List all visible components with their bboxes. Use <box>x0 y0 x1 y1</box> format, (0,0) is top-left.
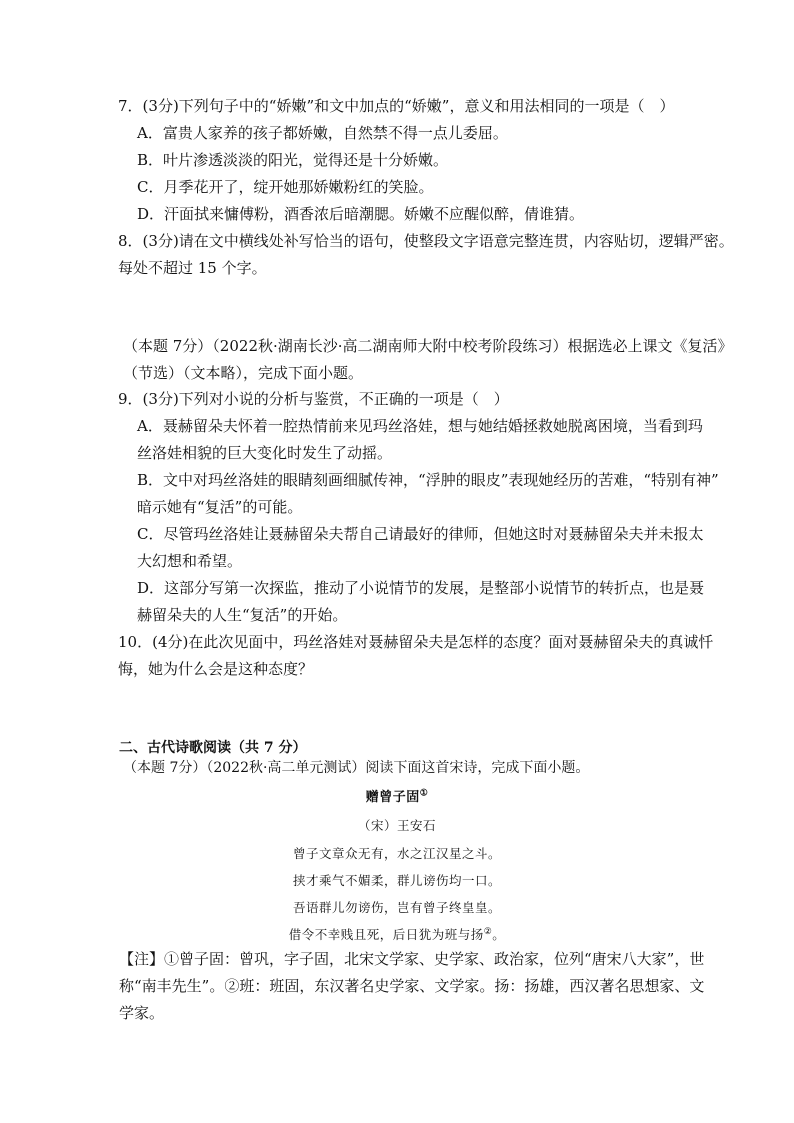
question-9-option-a-line-2: 丝洛娃相貌的巨大变化时发生了动摇。 <box>137 444 393 462</box>
poem-title-footnote-mark: ① <box>419 788 429 799</box>
question-9-option-a-line-1: A．聂赫留朵夫怀着一腔热情前来见玛丝洛娃，想与她结婚拯救她脱离困境，当看到玛 <box>137 417 703 435</box>
poem-line-3: 吾语群儿勿谤伤，岂有曾子终皇皇。 <box>292 900 501 915</box>
question-9-option-d-line-1: D．这部分写第一次探监，推动了小说情节的发展，是整部小说情节的转折点，也是聂 <box>137 579 705 597</box>
passage-intro-line-1: （本题 7分）（2022秋·湖南长沙·高二湖南师大附中校考阶段练习）根据选必上课文《复活》 <box>123 337 733 355</box>
question-7-option-a: A．富贵人家养的孩子都娇嫩，自然禁不得一点儿委屈。 <box>137 124 508 142</box>
question-9-stem: 9．(3分)下列对小说的分析与鉴赏，不正确的一项是（ ） <box>118 390 509 408</box>
note-line-2: 称“南丰先生”。②班：班固，东汉著名史学家、文学家。扬：扬雄，西汉著名思想家、文 <box>119 977 705 995</box>
question-9-option-b-line-1: B．文中对玛丝洛娃的眼睛刻画细腻传神，“浮肿的眼皮”表现她经历的苦难，“特别有神” <box>137 471 719 489</box>
question-10-line-1: 10．(4分)在此次见面中，玛丝洛娃对聂赫留朵夫是怎样的态度？面对聂赫留朵夫的真诚忏 <box>118 633 714 651</box>
question-9-option-c-line-1: C．尽管玛丝洛娃让聂赫留朵夫帮自己请最好的律师，但她这时对聂赫留朵夫并未报太 <box>137 525 704 543</box>
question-8-line-2: 每处不超过 15 个字。 <box>118 259 267 277</box>
question-9-option-b-line-2: 暗示她有“复活”的可能。 <box>137 498 303 516</box>
question-7-stem: 7．(3分)下列句子中的“娇嫩”和文中加点的“娇嫩”，意义和用法相同的一项是（ ） <box>118 97 675 115</box>
poem-line-4-footnote-mark: ② <box>483 926 493 937</box>
poem-title: 赠曾子固① <box>365 788 429 805</box>
note-line-3: 学家。 <box>119 1004 165 1022</box>
poem-line-2: 挟才乘气不媚柔，群儿谤伤均一口。 <box>292 873 501 888</box>
question-7-option-d: D．汗面拭来慵傅粉，酒香浓后暗潮腮。娇嫩不应醒似醉，倩谁猜。 <box>137 205 585 223</box>
note-line-1: 【注】①曾子固：曾巩，字子固，北宋文学家、史学家、政治家，位列“唐宋八大家”，世 <box>119 950 705 968</box>
question-9-option-c-line-2: 大幻想和希望。 <box>137 552 243 570</box>
section-2-heading: 二、古代诗歌阅读（共 7 分） <box>119 740 307 756</box>
question-10-line-2: 悔，她为什么会是这种态度？ <box>118 660 314 678</box>
poem-line-4: 借令不幸贱且死，后日犹为班与扬②。 <box>288 926 506 942</box>
question-7-option-c: C．月季花开了，绽开她那娇嫩粉红的笑脸。 <box>137 178 434 196</box>
question-9-option-d-line-2: 赫留朵夫的人生“复活”的开始。 <box>137 606 348 624</box>
question-7-option-b: B．叶片渗透淡淡的阳光，觉得还是十分娇嫩。 <box>137 151 449 169</box>
passage-intro-line-2: （节选）（文本略），完成下面小题。 <box>123 364 364 382</box>
question-8-line-1: 8．(3分)请在文中横线处补写恰当的语句，使整段文字语意完整连贯，内容贴切，逻辑严密。 <box>118 232 734 250</box>
poem-author: （宋）王安石 <box>357 818 436 833</box>
section-2-intro: （本题 7分）（2022秋·高二单元测试）阅读下面这首宋诗，完成下面小题。 <box>123 760 590 776</box>
poem-line-1: 曾子文章众无有，水之江汉星之斗。 <box>292 846 501 861</box>
